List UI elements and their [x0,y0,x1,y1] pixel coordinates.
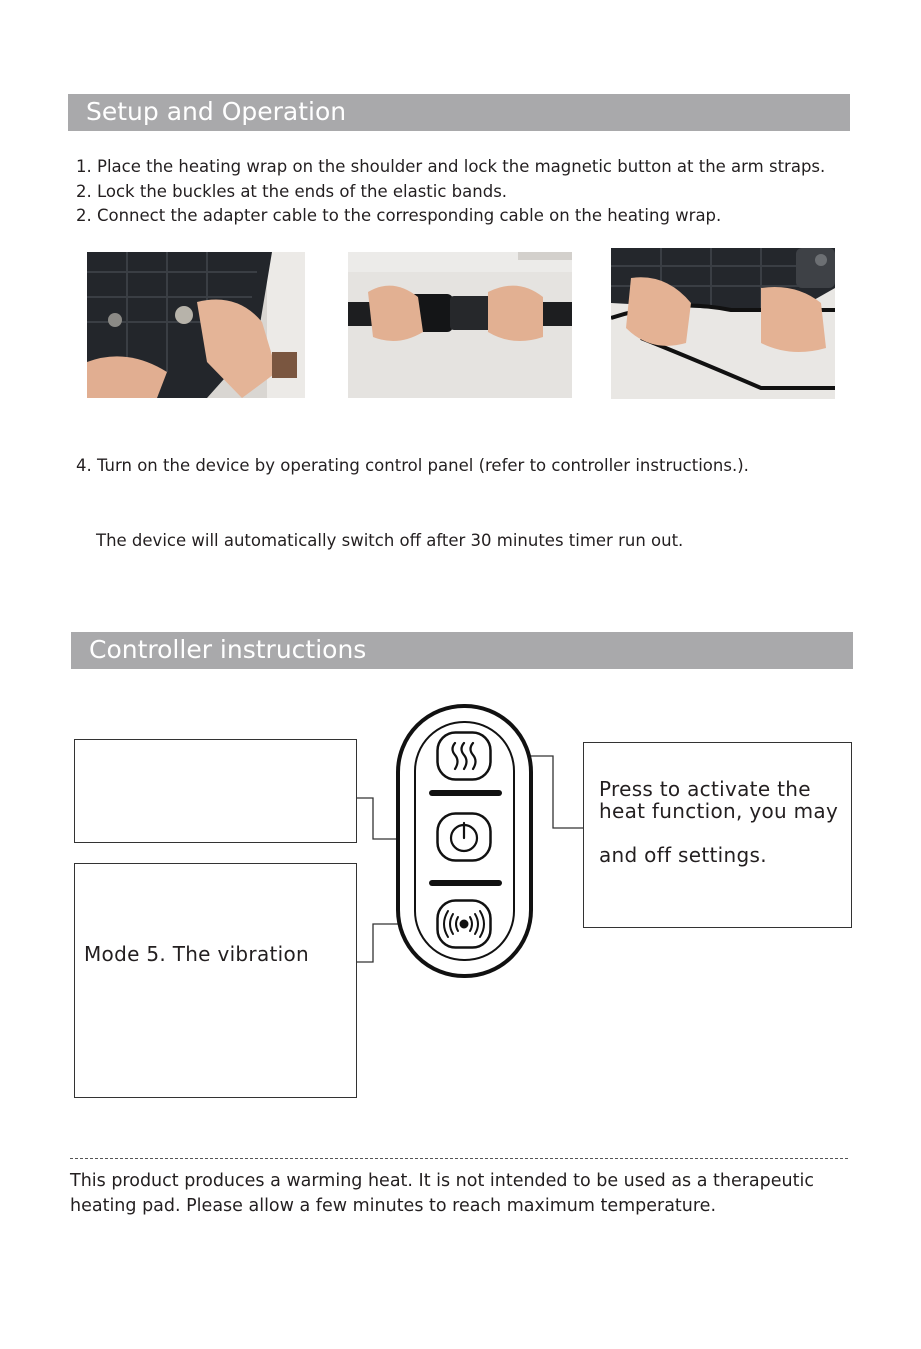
step-1: 1. Place the heating wrap on the shoulder and lock the magnetic button at the arm straps. [76,157,826,176]
footer-line-2: heating pad. Please allow a few minutes to reach maximum temperature. [70,1196,717,1216]
auto-off-note: The device will automatically switch off after 30 minutes timer run out. [96,531,684,550]
power-button[interactable] [436,812,492,862]
step-2-cable: 2. Connect the adapter cable to the corresponding cable on the heating wrap. [76,206,722,225]
heat-button[interactable] [436,731,492,781]
heat-box-line-1: Press to activate the [599,777,811,801]
vibration-box-text: Mode 5. The vibration [84,942,310,966]
step-2-buckles: 2. Lock the buckles at the ends of the elastic bands. [76,182,508,201]
dashed-divider [70,1158,848,1159]
step-4: 4. Turn on the device by operating control panel (refer to controller instructions.). [76,456,749,475]
section-heading-setup: Setup and Operation [68,94,850,131]
vibration-button[interactable] [436,899,492,949]
heat-box-line-4: and off settings. [599,843,767,867]
heat-box-line-2: heat function, you may [599,799,839,823]
section-heading-controller: Controller instructions [71,632,853,669]
footer-line-1: This product produces a warming heat. It is not intended to be used as a therapeutic [70,1171,814,1191]
